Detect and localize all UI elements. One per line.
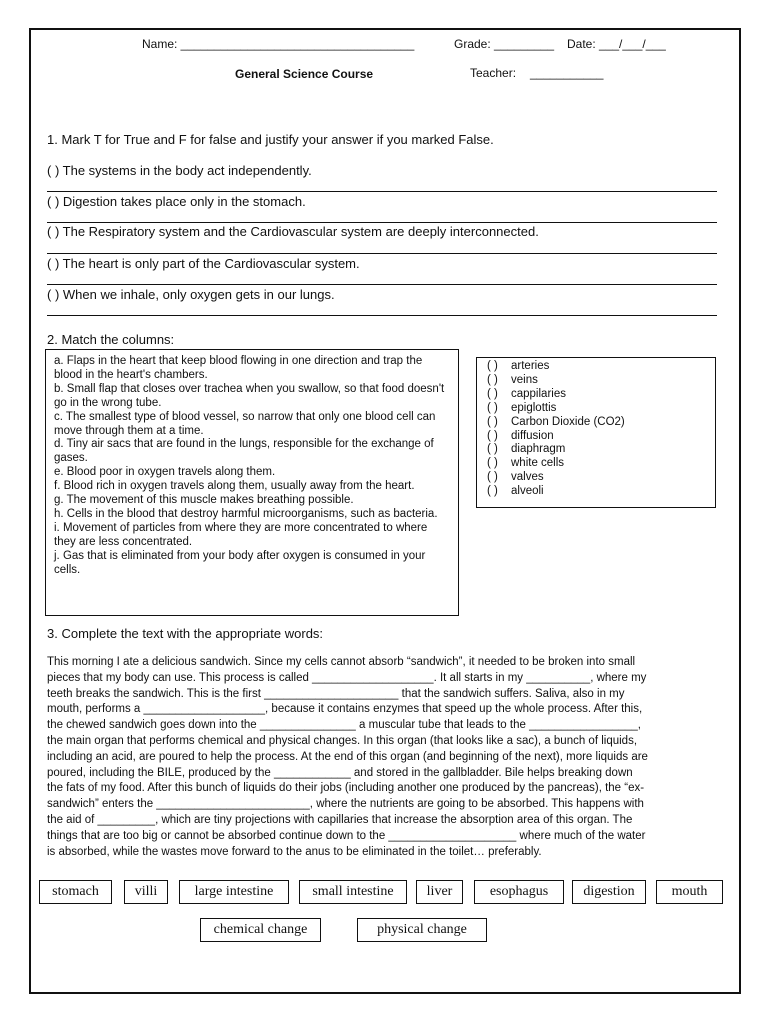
option-row[interactable] bbox=[487, 360, 715, 374]
q1-statement[interactable]: ( ) The Respiratory system and the Cardiovascular system are deeply interconnected. bbox=[47, 224, 539, 239]
teacher-label: Teacher: bbox=[470, 66, 517, 80]
word-bank-chemical-change[interactable]: chemical change bbox=[200, 918, 321, 942]
option-label: diffusion bbox=[511, 429, 554, 442]
option-label: arteries bbox=[511, 360, 550, 372]
answer-line[interactable] bbox=[47, 315, 717, 316]
word-bank-large-intestine[interactable]: large intestine bbox=[179, 880, 289, 904]
option-row[interactable] bbox=[487, 471, 715, 485]
answer-blank[interactable]: ( ) bbox=[487, 429, 498, 442]
answer-blank[interactable]: ( ) bbox=[487, 485, 498, 498]
options-box bbox=[476, 357, 716, 508]
teacher-field[interactable]: ___________ bbox=[530, 66, 604, 80]
definition-item: c. The smallest type of blood vessel, so narrow that only one blood cell can move through them at a time. bbox=[54, 410, 436, 437]
definition-item: i. Movement of particles from where they are more concentrated to where they are less concentrated. bbox=[54, 521, 428, 548]
option-row[interactable] bbox=[487, 430, 715, 444]
option-row[interactable] bbox=[487, 457, 715, 471]
definition-item: e. Blood poor in oxygen travels along them. bbox=[54, 466, 276, 479]
option-row[interactable] bbox=[487, 443, 715, 457]
name-field[interactable]: Name: ___________________________________ bbox=[142, 37, 415, 51]
answer-blank[interactable]: ( ) bbox=[487, 415, 498, 428]
definition-item: a. Flaps in the heart that keep blood flowing in one direction and trap the blood in the heart's chambers. bbox=[54, 355, 423, 381]
paragraph-line: mouth, performs a ___________________, because it contains enzymes that speed up the whole process. After this, bbox=[47, 703, 643, 716]
paragraph-line: things that are too big or cannot be absorbed continue down to the ____________________ where much of the water bbox=[47, 829, 646, 842]
option-label: Carbon Dioxide (CO2) bbox=[511, 415, 625, 428]
q1-statement[interactable]: ( ) The systems in the body act independently. bbox=[47, 163, 312, 178]
option-label: veins bbox=[511, 373, 538, 386]
course-title: General Science Course bbox=[235, 67, 374, 81]
q1-statement[interactable]: ( ) When we inhale, only oxygen gets in our lungs. bbox=[47, 287, 335, 302]
option-row[interactable] bbox=[487, 374, 715, 388]
option-label: valves bbox=[511, 471, 544, 484]
paragraph-line: sandwich” enters the ________________________, where the nutrients are going to be absorbed. This happens with bbox=[47, 798, 644, 811]
paragraph-line: teeth breaks the sandwich. This is the first _____________________ that the sandwich suffers. Saliva, also in my bbox=[47, 687, 625, 700]
q1-statement[interactable]: ( ) Digestion takes place only in the stomach. bbox=[47, 194, 306, 209]
option-label: white cells bbox=[511, 457, 565, 470]
definition-item: h. Cells in the blood that destroy harmful microorganisms, such as bacteria. bbox=[54, 507, 438, 520]
option-label: alveoli bbox=[511, 485, 544, 498]
paragraph-line: This morning I ate a delicious sandwich. Since my cells cannot absorb “sandwich”, it needed to be broken into small bbox=[47, 656, 636, 668]
option-label: epiglottis bbox=[511, 401, 557, 414]
option-row[interactable] bbox=[487, 416, 715, 430]
option-row[interactable] bbox=[487, 402, 715, 416]
answer-blank[interactable]: ( ) bbox=[487, 373, 498, 386]
answer-blank[interactable]: ( ) bbox=[487, 360, 498, 372]
paragraph-line: is absorbed, while the wastes move forward to the anus to be eliminated in the toilet… preferably. bbox=[47, 845, 542, 858]
q3-instruction: 3. Complete the text with the appropriate words: bbox=[47, 626, 324, 641]
definition-item: b. Small flap that closes over trachea when you swallow, so that food doesn't go in the wrong tube. bbox=[54, 382, 445, 409]
word-bank-villi[interactable]: villi bbox=[124, 880, 168, 904]
cloze-paragraph[interactable] bbox=[47, 655, 719, 860]
word-bank-small-intestine[interactable]: small intestine bbox=[299, 880, 407, 904]
answer-blank[interactable]: ( ) bbox=[487, 471, 498, 484]
definition-item: j. Gas that is eliminated from your body after oxygen is consumed in your cells. bbox=[54, 549, 426, 576]
paragraph-line: the aid of _________, which are tiny projections with capillaries that increase the absorption area of this organ. The bbox=[47, 813, 633, 826]
definition-item: f. Blood rich in oxygen travels along them, usually away from the heart. bbox=[54, 480, 415, 493]
word-bank-liver[interactable]: liver bbox=[416, 880, 463, 904]
word-bank-digestion[interactable]: digestion bbox=[572, 880, 646, 904]
definitions-box bbox=[45, 349, 459, 616]
q2-instruction: 2. Match the columns: bbox=[47, 332, 175, 347]
option-label: diaphragm bbox=[511, 443, 566, 456]
answer-blank[interactable]: ( ) bbox=[487, 401, 498, 414]
paragraph-line: including an acid, are poured to help the process. At the end of this organ (and beginning of the next), more liquids are bbox=[47, 750, 648, 763]
paragraph-line: poured, including the BILE, produced by the ____________ and stored in the gallbladder. Bile helps breaking down bbox=[47, 766, 633, 779]
paragraph-line: the chewed sandwich goes down into the _______________ a muscular tube that leads to the _________________, bbox=[47, 719, 641, 732]
grade-field[interactable]: Grade: _________ bbox=[454, 37, 555, 51]
q1-instruction: 1. Mark T for True and F for false and justify your answer if you marked False. bbox=[47, 132, 494, 147]
option-row[interactable] bbox=[487, 388, 715, 402]
answer-line[interactable] bbox=[47, 222, 717, 223]
q1-statement[interactable]: ( ) The heart is only part of the Cardiovascular system. bbox=[47, 256, 360, 271]
date-field[interactable]: Date: ___/___/___ bbox=[567, 37, 666, 51]
option-label: cappilaries bbox=[511, 387, 566, 400]
answer-line[interactable] bbox=[47, 284, 717, 285]
paragraph-line: the main organ that performs chemical and physical changes. In this organ (that looks like a sac), a bunch of liquids, bbox=[47, 734, 638, 747]
answer-line[interactable] bbox=[47, 253, 717, 254]
word-bank-esophagus[interactable]: esophagus bbox=[474, 880, 564, 904]
answer-blank[interactable]: ( ) bbox=[487, 457, 498, 470]
option-row[interactable] bbox=[487, 485, 715, 499]
word-bank-physical-change[interactable]: physical change bbox=[357, 918, 487, 942]
definition-item: g. The movement of this muscle makes breathing possible. bbox=[54, 494, 354, 507]
answer-blank[interactable]: ( ) bbox=[487, 387, 498, 400]
paragraph-line: pieces that my body can use. This process is called ___________________. It all starts in my __________, where my bbox=[47, 671, 647, 684]
definition-item: d. Tiny air sacs that are found in the lungs, responsible for the exchange of gases. bbox=[54, 438, 434, 465]
answer-line[interactable] bbox=[47, 191, 717, 192]
answer-blank[interactable]: ( ) bbox=[487, 443, 498, 456]
paragraph-line: the fats of my food. After this bunch of liquids do their jobs (including another one produced by the pancreas), the “ex- bbox=[47, 782, 645, 795]
word-bank-stomach[interactable]: stomach bbox=[39, 880, 112, 904]
word-bank-mouth[interactable]: mouth bbox=[656, 880, 723, 904]
